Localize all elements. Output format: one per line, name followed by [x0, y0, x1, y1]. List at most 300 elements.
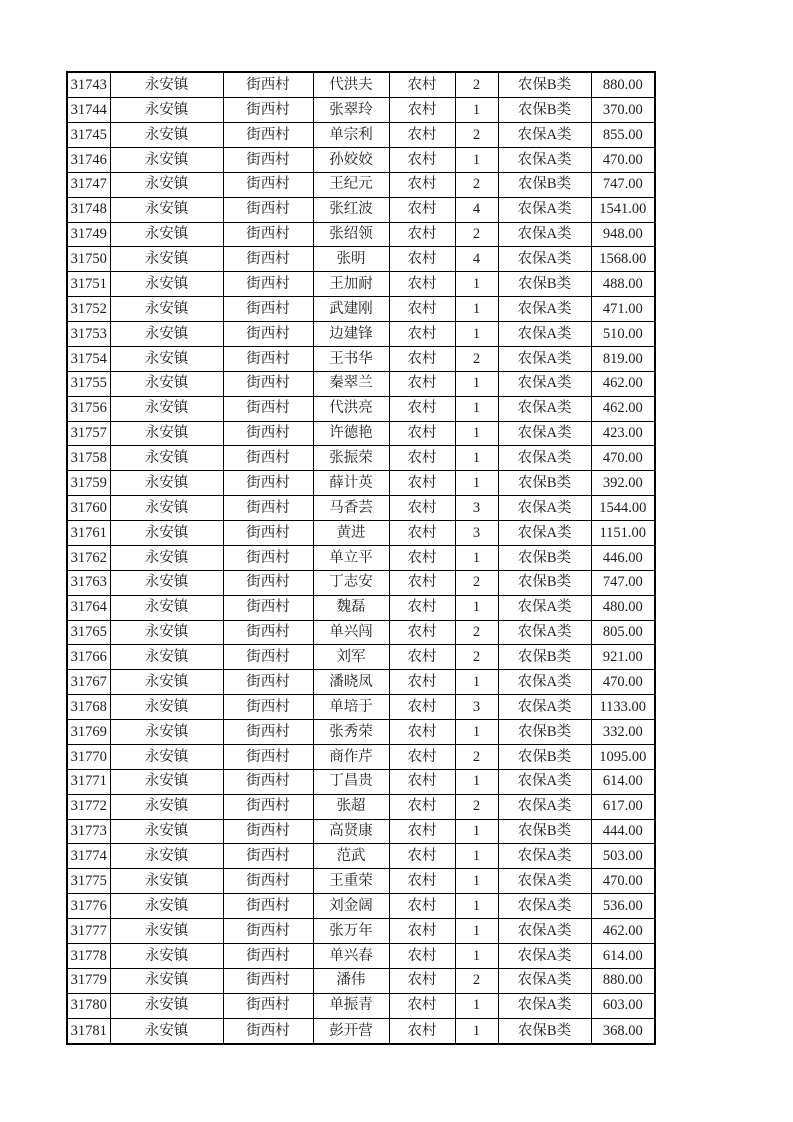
- cell-person-name: 单立平: [313, 545, 389, 570]
- cell-person-name: 丁志安: [313, 570, 389, 595]
- cell-insurance-category: 农保B类: [498, 471, 591, 496]
- cell-amount: 1133.00: [591, 695, 655, 720]
- cell-household-type: 农村: [389, 147, 455, 172]
- cell-person-name: 潘伟: [313, 968, 389, 993]
- cell-insurance-category: 农保A类: [498, 769, 591, 794]
- cell-village: 街西村: [223, 147, 313, 172]
- cell-person-count: 1: [455, 993, 498, 1018]
- cell-insurance-category: 农保A类: [498, 222, 591, 247]
- cell-household-type: 农村: [389, 396, 455, 421]
- cell-village: 街西村: [223, 844, 313, 869]
- cell-village: 街西村: [223, 894, 313, 919]
- cell-town: 永安镇: [110, 919, 223, 944]
- cell-household-type: 农村: [389, 620, 455, 645]
- cell-insurance-category: 农保A类: [498, 496, 591, 521]
- cell-serial-number: 31777: [67, 919, 110, 944]
- cell-insurance-category: 农保A类: [498, 197, 591, 222]
- cell-household-type: 农村: [389, 197, 455, 222]
- cell-town: 永安镇: [110, 894, 223, 919]
- table-row: [67, 322, 655, 347]
- cell-household-type: 农村: [389, 247, 455, 272]
- cell-serial-number: 31762: [67, 545, 110, 570]
- cell-household-type: 农村: [389, 72, 455, 98]
- table-row: [67, 620, 655, 645]
- table-row: [67, 595, 655, 620]
- cell-person-name: 马香芸: [313, 496, 389, 521]
- cell-town: 永安镇: [110, 272, 223, 297]
- cell-town: 永安镇: [110, 769, 223, 794]
- table-row: [67, 172, 655, 197]
- cell-person-name: 商作芹: [313, 744, 389, 769]
- cell-village: 街西村: [223, 322, 313, 347]
- cell-person-count: 1: [455, 1018, 498, 1044]
- cell-person-name: 张秀荣: [313, 720, 389, 745]
- cell-person-count: 1: [455, 396, 498, 421]
- cell-amount: 470.00: [591, 147, 655, 172]
- cell-amount: 921.00: [591, 645, 655, 670]
- cell-town: 永安镇: [110, 695, 223, 720]
- cell-serial-number: 31751: [67, 272, 110, 297]
- cell-town: 永安镇: [110, 172, 223, 197]
- cell-town: 永安镇: [110, 844, 223, 869]
- cell-person-count: 3: [455, 496, 498, 521]
- cell-town: 永安镇: [110, 147, 223, 172]
- cell-serial-number: 31779: [67, 968, 110, 993]
- cell-serial-number: 31772: [67, 794, 110, 819]
- cell-town: 永安镇: [110, 1018, 223, 1044]
- cell-person-count: 1: [455, 98, 498, 123]
- cell-household-type: 农村: [389, 471, 455, 496]
- table-row: [67, 421, 655, 446]
- cell-village: 街西村: [223, 595, 313, 620]
- cell-person-name: 魏磊: [313, 595, 389, 620]
- cell-amount: 1568.00: [591, 247, 655, 272]
- cell-household-type: 农村: [389, 595, 455, 620]
- cell-insurance-category: 农保A类: [498, 247, 591, 272]
- cell-serial-number: 31763: [67, 570, 110, 595]
- cell-serial-number: 31775: [67, 869, 110, 894]
- cell-town: 永安镇: [110, 346, 223, 371]
- cell-insurance-category: 农保A类: [498, 521, 591, 546]
- cell-serial-number: 31755: [67, 371, 110, 396]
- cell-village: 街西村: [223, 197, 313, 222]
- cell-person-count: 3: [455, 521, 498, 546]
- cell-serial-number: 31750: [67, 247, 110, 272]
- cell-person-count: 2: [455, 72, 498, 98]
- cell-person-name: 张超: [313, 794, 389, 819]
- cell-village: 街西村: [223, 272, 313, 297]
- cell-serial-number: 31759: [67, 471, 110, 496]
- cell-amount: 617.00: [591, 794, 655, 819]
- cell-serial-number: 31757: [67, 421, 110, 446]
- cell-village: 街西村: [223, 371, 313, 396]
- cell-household-type: 农村: [389, 819, 455, 844]
- cell-insurance-category: 农保B类: [498, 1018, 591, 1044]
- cell-village: 街西村: [223, 670, 313, 695]
- cell-village: 街西村: [223, 396, 313, 421]
- cell-person-count: 1: [455, 869, 498, 894]
- cell-insurance-category: 农保A类: [498, 147, 591, 172]
- cell-serial-number: 31765: [67, 620, 110, 645]
- cell-town: 永安镇: [110, 322, 223, 347]
- cell-person-name: 单兴闯: [313, 620, 389, 645]
- cell-town: 永安镇: [110, 297, 223, 322]
- benefits-table: [66, 71, 656, 1045]
- cell-serial-number: 31745: [67, 123, 110, 148]
- cell-person-name: 薛计英: [313, 471, 389, 496]
- cell-amount: 332.00: [591, 720, 655, 745]
- cell-person-name: 王书华: [313, 346, 389, 371]
- cell-village: 街西村: [223, 421, 313, 446]
- cell-person-name: 刘军: [313, 645, 389, 670]
- cell-serial-number: 31756: [67, 396, 110, 421]
- cell-town: 永安镇: [110, 545, 223, 570]
- cell-insurance-category: 农保A类: [498, 894, 591, 919]
- cell-amount: 423.00: [591, 421, 655, 446]
- cell-person-count: 1: [455, 670, 498, 695]
- cell-person-name: 张红波: [313, 197, 389, 222]
- table-row: [67, 1018, 655, 1044]
- cell-amount: 462.00: [591, 396, 655, 421]
- cell-amount: 819.00: [591, 346, 655, 371]
- table-row: [67, 545, 655, 570]
- cell-town: 永安镇: [110, 943, 223, 968]
- table-row: [67, 521, 655, 546]
- cell-household-type: 农村: [389, 172, 455, 197]
- cell-person-count: 1: [455, 819, 498, 844]
- cell-village: 街西村: [223, 496, 313, 521]
- cell-village: 街西村: [223, 297, 313, 322]
- cell-village: 街西村: [223, 744, 313, 769]
- cell-insurance-category: 农保A类: [498, 595, 591, 620]
- cell-village: 街西村: [223, 98, 313, 123]
- cell-person-count: 1: [455, 894, 498, 919]
- cell-amount: 470.00: [591, 670, 655, 695]
- cell-insurance-category: 农保B类: [498, 819, 591, 844]
- cell-household-type: 农村: [389, 744, 455, 769]
- cell-person-count: 2: [455, 744, 498, 769]
- cell-town: 永安镇: [110, 98, 223, 123]
- cell-town: 永安镇: [110, 968, 223, 993]
- cell-insurance-category: 农保A类: [498, 396, 591, 421]
- cell-household-type: 农村: [389, 968, 455, 993]
- cell-person-name: 张明: [313, 247, 389, 272]
- cell-amount: 488.00: [591, 272, 655, 297]
- cell-village: 街西村: [223, 794, 313, 819]
- cell-amount: 1151.00: [591, 521, 655, 546]
- cell-person-count: 1: [455, 595, 498, 620]
- cell-village: 街西村: [223, 769, 313, 794]
- cell-serial-number: 31780: [67, 993, 110, 1018]
- cell-amount: 444.00: [591, 819, 655, 844]
- table-row: [67, 98, 655, 123]
- cell-insurance-category: 农保A类: [498, 993, 591, 1018]
- cell-serial-number: 31748: [67, 197, 110, 222]
- cell-village: 街西村: [223, 72, 313, 98]
- table-row: [67, 744, 655, 769]
- cell-village: 街西村: [223, 247, 313, 272]
- cell-person-count: 2: [455, 123, 498, 148]
- cell-amount: 462.00: [591, 919, 655, 944]
- table-row: [67, 993, 655, 1018]
- cell-person-name: 秦翠兰: [313, 371, 389, 396]
- cell-person-name: 代洪夫: [313, 72, 389, 98]
- cell-household-type: 农村: [389, 869, 455, 894]
- cell-village: 街西村: [223, 943, 313, 968]
- cell-household-type: 农村: [389, 993, 455, 1018]
- cell-serial-number: 31752: [67, 297, 110, 322]
- cell-household-type: 农村: [389, 645, 455, 670]
- cell-town: 永安镇: [110, 197, 223, 222]
- cell-person-count: 1: [455, 147, 498, 172]
- cell-amount: 392.00: [591, 471, 655, 496]
- cell-amount: 462.00: [591, 371, 655, 396]
- cell-household-type: 农村: [389, 794, 455, 819]
- table-row: [67, 570, 655, 595]
- cell-person-count: 1: [455, 545, 498, 570]
- cell-amount: 480.00: [591, 595, 655, 620]
- cell-serial-number: 31764: [67, 595, 110, 620]
- table-row: [67, 968, 655, 993]
- cell-household-type: 农村: [389, 371, 455, 396]
- cell-household-type: 农村: [389, 545, 455, 570]
- cell-household-type: 农村: [389, 297, 455, 322]
- cell-person-count: 2: [455, 620, 498, 645]
- cell-person-name: 单兴春: [313, 943, 389, 968]
- cell-village: 街西村: [223, 620, 313, 645]
- cell-person-count: 2: [455, 570, 498, 595]
- table-row: [67, 869, 655, 894]
- cell-person-count: 1: [455, 322, 498, 347]
- cell-person-name: 潘晓凤: [313, 670, 389, 695]
- cell-serial-number: 31753: [67, 322, 110, 347]
- cell-person-name: 边建锋: [313, 322, 389, 347]
- cell-person-name: 范武: [313, 844, 389, 869]
- cell-person-name: 彭开营: [313, 1018, 389, 1044]
- cell-person-name: 张绍领: [313, 222, 389, 247]
- cell-insurance-category: 农保A类: [498, 794, 591, 819]
- cell-serial-number: 31778: [67, 943, 110, 968]
- cell-amount: 855.00: [591, 123, 655, 148]
- cell-person-name: 代洪亮: [313, 396, 389, 421]
- cell-amount: 370.00: [591, 98, 655, 123]
- cell-household-type: 农村: [389, 919, 455, 944]
- table-row: [67, 297, 655, 322]
- cell-person-name: 王纪元: [313, 172, 389, 197]
- cell-person-name: 武建刚: [313, 297, 389, 322]
- cell-person-name: 王重荣: [313, 869, 389, 894]
- cell-person-count: 2: [455, 794, 498, 819]
- cell-amount: 470.00: [591, 446, 655, 471]
- cell-village: 街西村: [223, 570, 313, 595]
- cell-town: 永安镇: [110, 396, 223, 421]
- cell-person-name: 王加耐: [313, 272, 389, 297]
- cell-village: 街西村: [223, 521, 313, 546]
- cell-amount: 503.00: [591, 844, 655, 869]
- cell-insurance-category: 农保A类: [498, 620, 591, 645]
- table-row: [67, 197, 655, 222]
- cell-insurance-category: 农保A类: [498, 844, 591, 869]
- cell-amount: 510.00: [591, 322, 655, 347]
- cell-amount: 368.00: [591, 1018, 655, 1044]
- cell-person-count: 1: [455, 919, 498, 944]
- cell-household-type: 农村: [389, 421, 455, 446]
- cell-amount: 614.00: [591, 943, 655, 968]
- cell-insurance-category: 农保A类: [498, 968, 591, 993]
- cell-person-count: 2: [455, 346, 498, 371]
- cell-village: 街西村: [223, 545, 313, 570]
- cell-person-name: 单振青: [313, 993, 389, 1018]
- table-row: [67, 844, 655, 869]
- cell-serial-number: 31747: [67, 172, 110, 197]
- cell-insurance-category: 农保A类: [498, 322, 591, 347]
- cell-village: 街西村: [223, 172, 313, 197]
- cell-insurance-category: 农保A类: [498, 919, 591, 944]
- cell-person-name: 许德艳: [313, 421, 389, 446]
- cell-town: 永安镇: [110, 471, 223, 496]
- cell-person-count: 3: [455, 695, 498, 720]
- cell-person-count: 1: [455, 272, 498, 297]
- cell-insurance-category: 农保B类: [498, 545, 591, 570]
- cell-town: 永安镇: [110, 670, 223, 695]
- cell-person-count: 4: [455, 247, 498, 272]
- cell-household-type: 农村: [389, 346, 455, 371]
- cell-insurance-category: 农保B类: [498, 645, 591, 670]
- cell-village: 街西村: [223, 446, 313, 471]
- cell-village: 街西村: [223, 346, 313, 371]
- cell-insurance-category: 农保B类: [498, 720, 591, 745]
- cell-serial-number: 31766: [67, 645, 110, 670]
- cell-insurance-category: 农保A类: [498, 670, 591, 695]
- cell-person-count: 1: [455, 371, 498, 396]
- table-row: [67, 943, 655, 968]
- cell-person-name: 刘金阔: [313, 894, 389, 919]
- table-body: [67, 72, 655, 1044]
- cell-village: 街西村: [223, 993, 313, 1018]
- cell-amount: 446.00: [591, 545, 655, 570]
- cell-insurance-category: 农保B类: [498, 272, 591, 297]
- table-row: [67, 695, 655, 720]
- table-row: [67, 794, 655, 819]
- cell-village: 街西村: [223, 819, 313, 844]
- cell-household-type: 农村: [389, 943, 455, 968]
- cell-amount: 747.00: [591, 172, 655, 197]
- cell-insurance-category: 农保B类: [498, 72, 591, 98]
- cell-insurance-category: 农保A类: [498, 869, 591, 894]
- cell-household-type: 农村: [389, 695, 455, 720]
- table-row: [67, 371, 655, 396]
- table-row: [67, 272, 655, 297]
- cell-household-type: 农村: [389, 446, 455, 471]
- cell-person-count: 1: [455, 471, 498, 496]
- table-row: [67, 72, 655, 98]
- table-row: [67, 396, 655, 421]
- cell-household-type: 农村: [389, 98, 455, 123]
- cell-household-type: 农村: [389, 894, 455, 919]
- cell-village: 街西村: [223, 471, 313, 496]
- table-row: [67, 670, 655, 695]
- cell-serial-number: 31758: [67, 446, 110, 471]
- cell-household-type: 农村: [389, 570, 455, 595]
- cell-town: 永安镇: [110, 620, 223, 645]
- cell-amount: 536.00: [591, 894, 655, 919]
- cell-amount: 1541.00: [591, 197, 655, 222]
- cell-town: 永安镇: [110, 819, 223, 844]
- cell-insurance-category: 农保A类: [498, 421, 591, 446]
- cell-person-count: 2: [455, 222, 498, 247]
- cell-town: 永安镇: [110, 595, 223, 620]
- cell-household-type: 农村: [389, 844, 455, 869]
- cell-serial-number: 31746: [67, 147, 110, 172]
- cell-person-name: 张万年: [313, 919, 389, 944]
- cell-serial-number: 31754: [67, 346, 110, 371]
- cell-town: 永安镇: [110, 123, 223, 148]
- cell-amount: 948.00: [591, 222, 655, 247]
- cell-serial-number: 31768: [67, 695, 110, 720]
- cell-village: 街西村: [223, 1018, 313, 1044]
- cell-person-name: 孙姣姣: [313, 147, 389, 172]
- cell-insurance-category: 农保A类: [498, 446, 591, 471]
- cell-town: 永安镇: [110, 720, 223, 745]
- cell-town: 永安镇: [110, 794, 223, 819]
- cell-person-name: 黄进: [313, 521, 389, 546]
- cell-town: 永安镇: [110, 521, 223, 546]
- cell-person-name: 单培于: [313, 695, 389, 720]
- table-row: [67, 247, 655, 272]
- cell-person-name: 张翠玲: [313, 98, 389, 123]
- cell-person-count: 4: [455, 197, 498, 222]
- table-row: [67, 446, 655, 471]
- cell-town: 永安镇: [110, 744, 223, 769]
- cell-insurance-category: 农保B类: [498, 172, 591, 197]
- cell-amount: 805.00: [591, 620, 655, 645]
- cell-person-count: 1: [455, 943, 498, 968]
- cell-person-count: 1: [455, 720, 498, 745]
- cell-town: 永安镇: [110, 247, 223, 272]
- cell-serial-number: 31743: [67, 72, 110, 98]
- cell-amount: 614.00: [591, 769, 655, 794]
- cell-serial-number: 31773: [67, 819, 110, 844]
- cell-village: 街西村: [223, 645, 313, 670]
- cell-town: 永安镇: [110, 869, 223, 894]
- cell-household-type: 农村: [389, 769, 455, 794]
- cell-person-count: 1: [455, 844, 498, 869]
- cell-serial-number: 31767: [67, 670, 110, 695]
- table-row: [67, 496, 655, 521]
- cell-insurance-category: 农保A类: [498, 123, 591, 148]
- cell-serial-number: 31760: [67, 496, 110, 521]
- cell-town: 永安镇: [110, 421, 223, 446]
- cell-serial-number: 31781: [67, 1018, 110, 1044]
- cell-person-name: 张振荣: [313, 446, 389, 471]
- cell-household-type: 农村: [389, 123, 455, 148]
- cell-serial-number: 31774: [67, 844, 110, 869]
- cell-person-count: 1: [455, 297, 498, 322]
- cell-town: 永安镇: [110, 993, 223, 1018]
- table-row: [67, 471, 655, 496]
- cell-amount: 1095.00: [591, 744, 655, 769]
- cell-amount: 603.00: [591, 993, 655, 1018]
- cell-serial-number: 31770: [67, 744, 110, 769]
- cell-household-type: 农村: [389, 496, 455, 521]
- cell-person-count: 2: [455, 645, 498, 670]
- cell-household-type: 农村: [389, 670, 455, 695]
- cell-person-name: 丁昌贵: [313, 769, 389, 794]
- cell-insurance-category: 农保B类: [498, 570, 591, 595]
- cell-insurance-category: 农保A类: [498, 346, 591, 371]
- cell-insurance-category: 农保A类: [498, 943, 591, 968]
- cell-serial-number: 31749: [67, 222, 110, 247]
